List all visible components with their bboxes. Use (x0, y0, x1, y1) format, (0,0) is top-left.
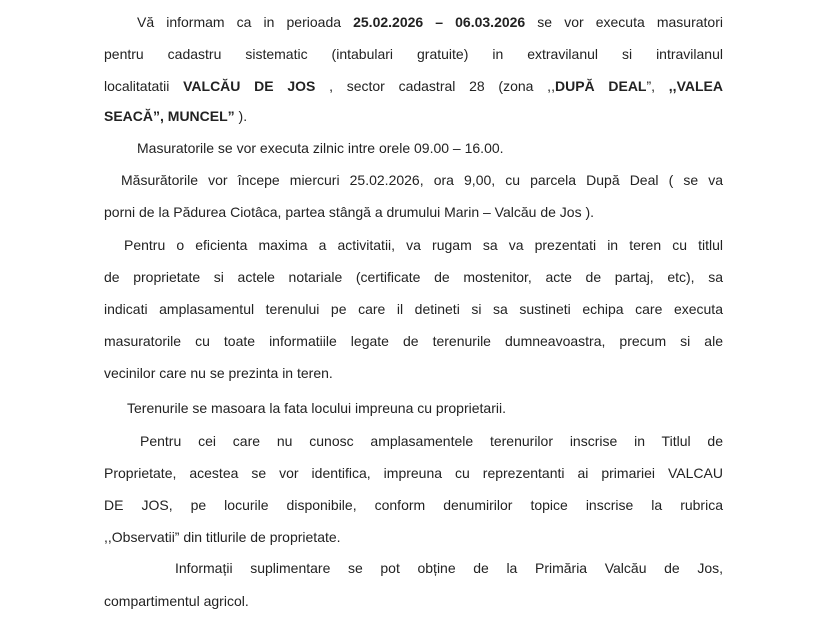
bold-text: ,,VALEA (668, 78, 723, 94)
text-segment: Pentru o eficienta maxima a activitatii, va rugam sa va prezentati in teren cu titlul (124, 237, 723, 253)
text-segment: Masuratorile se vor executa zilnic intre orele 09.00 – 16.00. (137, 140, 504, 156)
text-line (104, 76, 723, 96)
text-line (104, 202, 723, 222)
text-segment: Vă informam ca in perioada (137, 14, 354, 30)
text-segment: porni de la Pădurea Ciotâca, partea stângă a drumului Marin – Valcău de Jos ). (104, 204, 595, 220)
text-segment: ”, (646, 78, 669, 94)
text-line (104, 299, 723, 319)
text-line (104, 527, 723, 547)
text-line (104, 363, 723, 383)
text-segment: localitatatii (104, 78, 184, 94)
text-segment: indicati amplasamentul terenului pe care il detineti si sa sustineti echipa care executa (104, 301, 723, 317)
text-segment: Terenurile se masoara la fata locului impreuna cu proprietarii. (127, 400, 506, 416)
text-line (140, 431, 723, 451)
bold-text: 25.02.2026 – 06.03.2026 (353, 14, 526, 30)
bold-text: VALCĂU DE JOS (183, 78, 316, 94)
text-segment: Măsurătorile vor începe miercuri 25.02.2026, ora 9,00, cu parcela După Deal ( se va (121, 172, 723, 188)
text-line (104, 44, 723, 64)
text-line (124, 235, 723, 255)
text-segment: de proprietate si actele notariale (certificate de mostenitor, acte de partaj, etc), sa (104, 269, 723, 285)
text-segment: pentru cadastru sistematic (intabulari gratuite) in extravilanul si intravilanul (104, 46, 723, 62)
text-line (127, 398, 723, 418)
text-segment: DE JOS, pe locurile disponibile, conform denumirilor topice inscrise la rubrica (104, 497, 723, 513)
bold-text: DUPĂ DEAL (554, 78, 647, 94)
text-segment: Pentru cei care nu cunosc amplasamentele terenurilor inscrise in Titlul de (140, 433, 723, 449)
text-line (104, 106, 723, 126)
text-segment: Informații suplimentare se pot obține de la Primăria Valcău de Jos, (175, 560, 723, 576)
text-segment: Proprietate, acestea se vor identifica, impreuna cu reprezentanti ai primariei VALCAU (104, 465, 723, 481)
text-line (104, 463, 723, 483)
text-line (121, 170, 723, 190)
text-segment: compartimentul agricol. (104, 593, 249, 609)
text-segment: masuratorile cu toate informatiile legate de terenurile dumneavoastra, precum si ale (104, 333, 723, 349)
text-line (137, 138, 723, 158)
text-line (104, 495, 723, 515)
text-segment: vecinilor care nu se prezinta in teren. (104, 365, 333, 381)
text-segment: ,,Observatii” din titlurile de proprietate. (104, 529, 341, 545)
text-line (175, 558, 723, 578)
text-line (104, 591, 723, 611)
text-line (137, 12, 723, 32)
bold-text: SEACĂ”, MUNCEL” (104, 108, 235, 124)
text-line (104, 267, 723, 287)
text-segment: ). (234, 108, 248, 124)
text-segment: se vor executa masuratori (525, 14, 723, 30)
text-line (104, 331, 723, 351)
text-segment: , sector cadastral 28 (zona ,, (315, 78, 555, 94)
